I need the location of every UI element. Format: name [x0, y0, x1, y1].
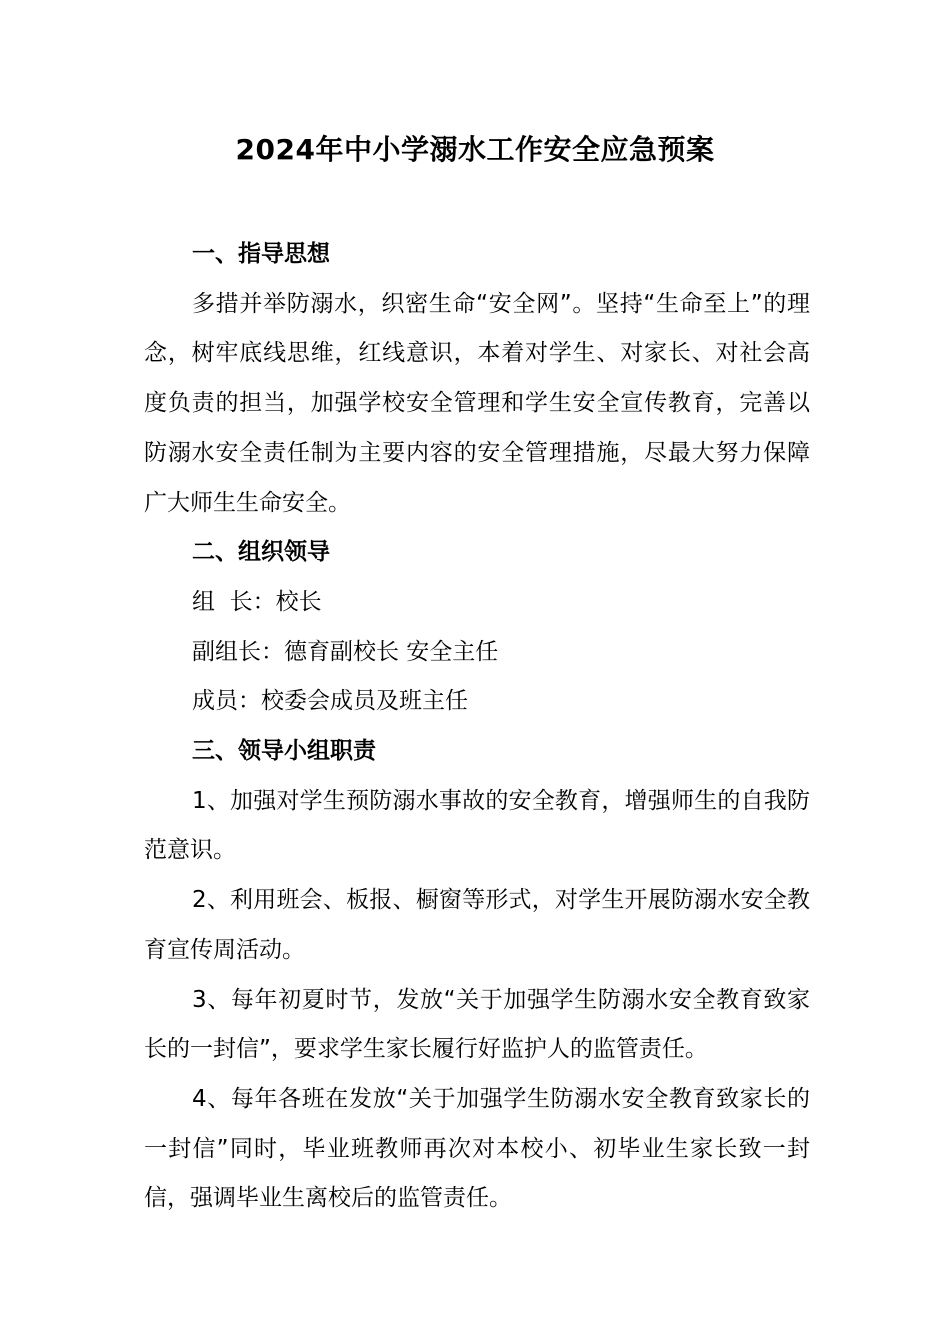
line-team-leader: 组 长：校长	[192, 588, 322, 615]
responsibility-item-2: 2、利用班会、板报、橱窗等形式，对学生开展防溺水安全教育宣传周活动。	[144, 887, 810, 963]
document-body	[144, 230, 810, 1224]
document-title: 2024年中小学溺水工作安全应急预案	[235, 133, 715, 166]
responsibility-item-4: 4、每年各班在发放“关于加强学生防溺水安全教育致家长的一封信”同时，毕业班教师再次对本校小、初毕业生家长致一封信，强调毕业生离校后的监管责任。	[144, 1085, 810, 1212]
section-heading-responsibilities: 三、领导小组职责	[192, 738, 376, 765]
paragraph-guiding-ideology: 多措并举防溺水，织密生命“安全网”。坚持“生命至上”的理念，树牢底线思维，红线意识，本着对学生、对家长、对社会高度负责的担当，加强学校安全管理和学生安全宣传教育，完善以防溺水安全责任制为主要内容的安全管理措施，尽最大努力保障广大师生生命安全。	[144, 290, 810, 516]
section-heading-guiding-ideology: 一、指导思想	[192, 241, 330, 267]
line-members: 成员：校委会成员及班主任	[192, 688, 468, 715]
responsibility-item-3: 3、每年初夏时节，发放“关于加强学生防溺水安全教育致家长的一封信”，要求学生家长履行好监护人的监管责任。	[144, 986, 810, 1063]
line-deputy-leader: 副组长：德育副校长 安全主任	[192, 638, 499, 665]
responsibility-item-1: 1、加强对学生预防溺水事故的安全教育，增强师生的自我防范意识。	[144, 787, 810, 864]
section-heading-organization: 二、组织领导	[192, 539, 330, 566]
